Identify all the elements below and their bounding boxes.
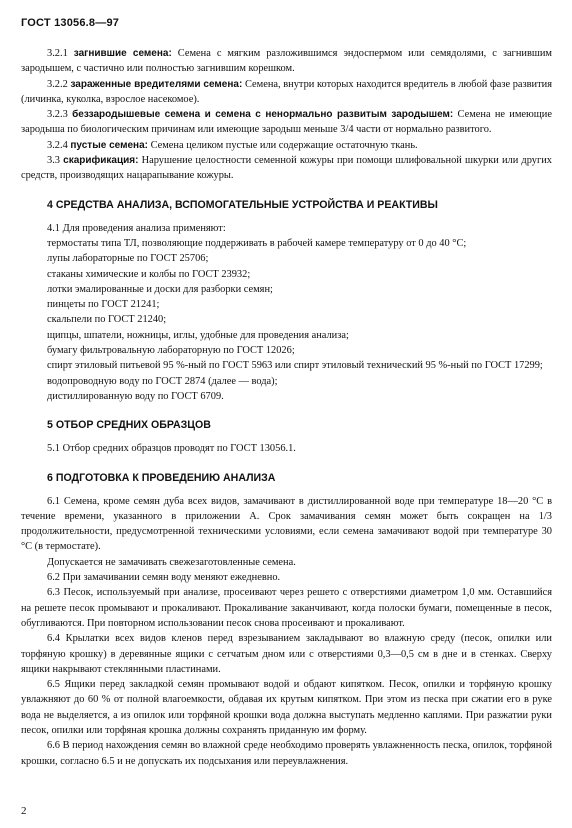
clause-number: 3.2.4 bbox=[47, 139, 68, 151]
page-content bbox=[21, 46, 552, 769]
section-6-body bbox=[21, 494, 552, 769]
section-6-heading: 6 ПОДГОТОВКА К ПРОВЕДЕНИЮ АНАЛИЗА bbox=[47, 471, 276, 484]
clause-number: 3.2.2 bbox=[47, 78, 68, 90]
equipment-item: лотки эмалированные и доски для разборки семян; bbox=[47, 283, 273, 295]
equipment-item: водопроводную воду по ГОСТ 2874 (далее — вода); bbox=[47, 375, 278, 387]
equipment-item: лупы лабораторные по ГОСТ 25706; bbox=[47, 253, 209, 265]
definition-text: Семена целиком пустые или содержащие остаточную ткань. bbox=[147, 139, 418, 151]
equipment-item: щипцы, шпатели, ножницы, иглы, удобные для проведения анализа; bbox=[47, 329, 349, 341]
definition-text: Семена с мягким разложившимся эндоспермом или семядолями, с загнившим зародышем, с частично или полностью загнившим корешком. bbox=[21, 48, 552, 75]
definition-text: Семена, внутри которых находится вредитель в любой фазе развития (личинка, куколка, взрослое насекомое). bbox=[21, 78, 552, 105]
section-4-intro: 4.1 Для проведения анализа применяют: bbox=[47, 222, 226, 234]
definition-text: Нарушение целостности семенной кожуры при помощи шлифовальной шкурки или других средств, производящих нацарапывание кожуры. bbox=[21, 155, 552, 182]
paragraph-6-4: 6.4 Крылатки всех видов кленов перед взрезыванием закладывают во влажную среду (песок, опилки или торфяную крошку) в деревянные ящики с сетчатым дном или с отверстиями 0,3—0,5 см в дне и в стенках. Сверху ящики накрывают стеклянными пластинами. bbox=[21, 633, 552, 675]
paragraph-6-3: 6.3 Песок, используемый при анализе, просеивают через решето с отверстиями диаметром 1,0 мм. Оставшийся на решете песок промывают и прокаливают. Прокаливание заканчивают, когда полоски бумаги, помещенные в песок, обугливаются. При повторном использовании песок снова просеивают и прокаливают. bbox=[21, 587, 552, 629]
page-header: ГОСТ 13056.8—97 bbox=[21, 17, 120, 29]
section-5-heading: 5 ОТБОР СРЕДНИХ ОБРАЗЦОВ bbox=[47, 419, 211, 432]
definition-text: Семена не имеющие зародыша по биологическим причинам или имеющие зародыш меньше 3/4 части от нормально развитого. bbox=[21, 109, 552, 136]
equipment-item: скальпели по ГОСТ 21240; bbox=[47, 314, 167, 326]
paragraph-6-1: 6.1 Семена, кроме семян дуба всех видов, замачивают в дистиллированной воде при температуре 18—20 °С в течение времени, указанного в приложении А. Срок замачивания семян может быть сокращен на 1/3 продолжительности, предусмотренной техническими условиями, если семена замачивают водой при температуре 30 °С (в термостате). bbox=[21, 495, 552, 553]
equipment-item: дистиллированную воду по ГОСТ 6709. bbox=[47, 390, 224, 402]
equipment-item: спирт этиловый питьевой 95 %-ный по ГОСТ 5963 или спирт этиловый технический 95 %-ный по ГОСТ 17299; bbox=[47, 360, 543, 372]
paragraph-6-1-note: Допускается не замачивать свежезаготовленные семена. bbox=[47, 556, 296, 568]
paragraph-6-5: 6.5 Ящики перед закладкой семян промывают водой и обдают кипятком. Песок, опилки и торфяную крошку увлажняют до 60 % от полной влагоемкости, обдавая их крутым кипятком. При этом из песка при сжатии его в руке вода не выделяется, а из опилок или торфяной крошки вода должна выступать медленно каплями. При разжатии руки песок, опилки или торфяная крошка должны сохранять приданную им форму. bbox=[21, 679, 552, 736]
definition-3-2-1 bbox=[21, 46, 552, 77]
section-4-body bbox=[21, 221, 552, 405]
equipment-item: термостаты типа ТЛ, позволяющие поддерживать в рабочей камере температуру от 0 до 40 °С; bbox=[47, 237, 467, 249]
definition-3-3 bbox=[21, 153, 552, 184]
definition-3-2-2 bbox=[21, 77, 552, 108]
definition-term: загнившие семена: bbox=[73, 48, 172, 59]
section-5-text: 5.1 Отбор средних образцов проводят по ГОСТ 13056.1. bbox=[47, 443, 296, 455]
clause-number: 3.2.3 bbox=[47, 109, 68, 121]
definition-term: зараженные вредителями семена: bbox=[70, 78, 243, 90]
definition-3-2-3 bbox=[21, 107, 552, 138]
definitions bbox=[21, 46, 552, 184]
definition-term: беззародышевые семена и семена с ненормально развитым зародышем: bbox=[72, 109, 454, 121]
equipment-item: стаканы химические и колбы по ГОСТ 23932; bbox=[47, 268, 251, 280]
equipment-item: пинцеты по ГОСТ 21241; bbox=[47, 299, 160, 311]
section-4-heading: 4 СРЕДСТВА АНАЛИЗА, ВСПОМОГАТЕЛЬНЫЕ УСТРОЙСТВА И РЕАКТИВЫ bbox=[47, 198, 438, 211]
equipment-item: бумагу фильтровальную лабораторную по ГОСТ 12026; bbox=[47, 345, 295, 357]
page-number: 2 bbox=[21, 805, 27, 817]
clause-number: 3.3 bbox=[47, 155, 60, 167]
paragraph-6-2: 6.2 При замачивании семян воду меняют ежедневно. bbox=[47, 572, 281, 584]
paragraph-6-6: 6.6 В период нахождения семян во влажной среде необходимо проверять увлажненность песка, опилок, торфяной крошки, согласно 6.5 и не допускать их подсыхания или переувлажнения. bbox=[21, 740, 553, 767]
clause-number: 3.2.1 bbox=[47, 48, 68, 59]
definition-3-2-4 bbox=[21, 138, 552, 153]
definition-term: пустые семена: bbox=[70, 139, 148, 151]
definition-term: скарификация: bbox=[63, 155, 139, 167]
